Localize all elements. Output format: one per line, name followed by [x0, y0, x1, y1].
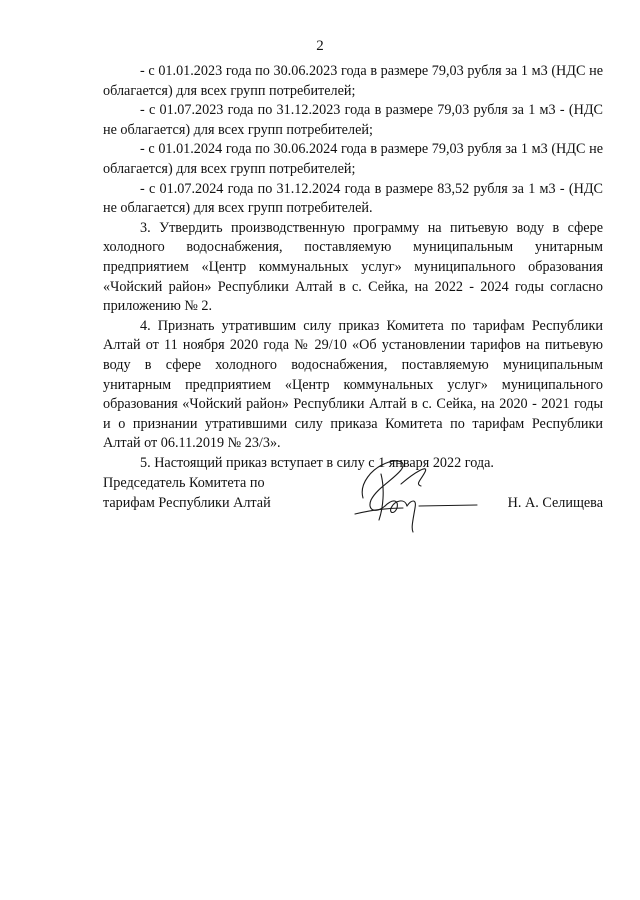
- tariff-item-2: - с 01.07.2023 года по 31.12.2023 года в размере 79,03 рубля за 1 м3 - (НДС не облагается) для всех групп потребителей;: [103, 102, 603, 138]
- clause-3: 3. Утвердить производственную программу на питьевую воду в сфере холодного водоснабжения, поставляемую муниципальным унитарным предприятием «Центр коммунальных услуг» муниципального образования «Чойский район» Республики Алтай в с. Сейка, на 2022 - 2024 годы согласно приложению № 2.: [103, 219, 603, 315]
- tariff-item-3: - с 01.01.2024 года по 30.06.2024 года в размере 79,03 рубля за 1 м3 (НДС не облагается) для всех групп потребителей;: [103, 141, 603, 177]
- signatory-title-line-2: тарифам Республики Алтай: [103, 494, 271, 511]
- tariff-item-4: - с 01.07.2024 года по 31.12.2024 года в размере 83,52 рубля за 1 м3 - (НДС не облагается) для всех групп потребителей.: [103, 180, 603, 217]
- page-number: 2: [316, 38, 324, 54]
- clause-5: 5. Настоящий приказ вступает в силу с 1 января 2022 года.: [140, 454, 494, 471]
- signatory-name: Н. А. Селищева: [507, 494, 603, 511]
- signature-block: [103, 474, 603, 544]
- signatory-title: [103, 474, 343, 513]
- document-body: [103, 62, 603, 473]
- clause-4: 4. Признать утратившим силу приказ Комитета по тарифам Республики Алтай от 11 ноября 2020 года № 29/10 «Об установлении тарифов на питьевую воду в сфере холодного водоснабжения, поставляемую муниципальным унитарным предприятием «Центр коммунальных услуг» муниципального образования «Чойский район» Республики Алтай в с. Сейка, на 2020 - 2021 годы и о признании утратившими силу приказа Комитета по тарифам Республики Алтай от 06.11.2019 № 23/3».: [103, 317, 603, 452]
- handwritten-signature: [341, 454, 481, 534]
- signatory-title-line-1: Председатель Комитета по: [103, 475, 265, 491]
- tariff-item-1: - с 01.01.2023 года по 30.06.2023 года в размере 79,03 рубля за 1 м3 (НДС не облагается) для всех групп потребителей;: [103, 63, 603, 99]
